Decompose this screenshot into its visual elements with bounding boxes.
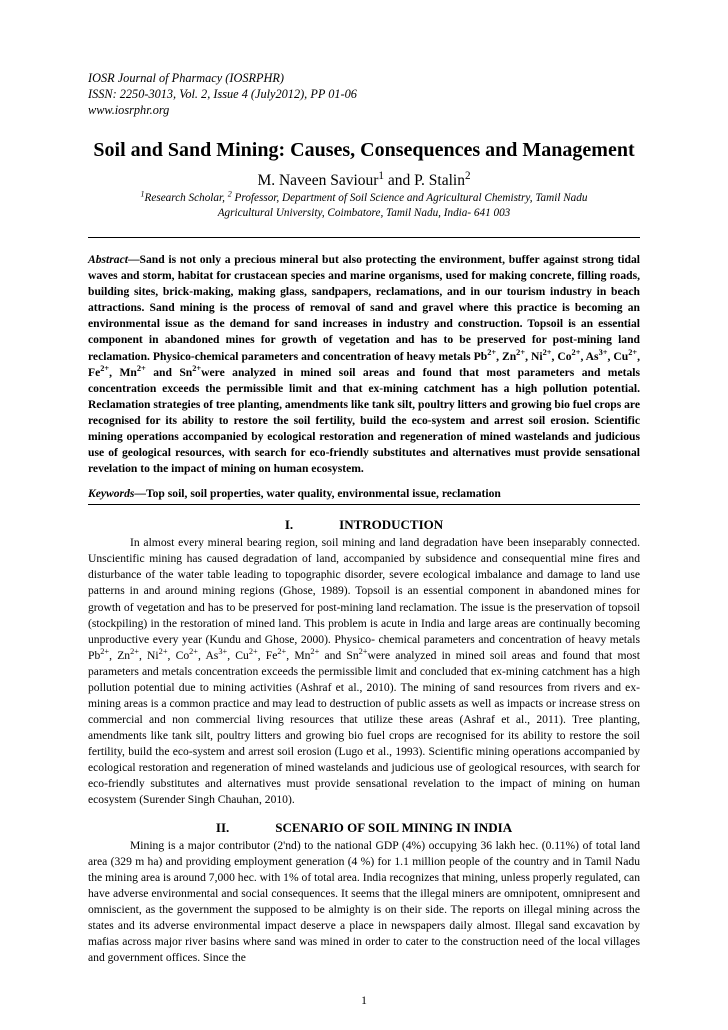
paper-title: Soil and Sand Mining: Causes, Consequences and Management	[93, 139, 635, 161]
intro-text-b: were analyzed in mined soil areas and found that most parameters and metals concentration exceeds the permissible limit and concluded that ex-mining catchment has a high pollution potential due to mining activities (Ashraf et al., 2010). The mining of sand resources from rivers and ex-mining areas is a common practice and may lead to destruction of public assets as well as impacts or increase stress on commercial and non commercial living resources that utilize these areas (Ashraf et al., 2011). Tree planting, amendments like tank silt, poultry litters and growing bio fuel crops are recognised for its ability to restore the soil fertility, build the eco-system and arrest soil erosion (Lugo et al., 1993). Scientific mining operations accompanied by ecological restoration and regeneration of mined wastelands and judicious use of geological resources, with search for eco-friendly substitutes and alternatives must provide sensational revelation to the impact of mining on human ecosystem (Surender Singh Chauhan, 2010).	[88, 648, 640, 807]
author-1: M. Naveen Saviour	[257, 172, 379, 189]
intro-sup3: 3+	[218, 646, 228, 656]
intro-sup: 2+	[130, 646, 139, 656]
affiliation-line-1	[88, 191, 640, 206]
section-heading-introduction	[88, 517, 640, 533]
keywords-dash: —	[134, 487, 146, 501]
abstract-sup: 2+	[100, 363, 110, 373]
affiliation-text-1: Research Scholar,	[144, 192, 228, 204]
introduction-body	[88, 535, 640, 808]
affiliation-sup-1: 1	[140, 189, 145, 199]
journal-name: IOSR Journal of Pharmacy (IOSRPHR)	[88, 71, 285, 85]
author-2-sup: 2	[464, 169, 471, 182]
section-heading-scenario	[88, 820, 640, 836]
author-1-sup: 1	[378, 169, 384, 182]
abstract-s2: , Ni	[525, 349, 543, 363]
abstract-sup: 2+	[136, 363, 146, 373]
intro-sup: 2+	[358, 646, 368, 656]
intro-sup: 2+	[189, 646, 199, 656]
abstract-dash: —	[127, 253, 140, 266]
journal-url: www.iosrphr.org	[88, 103, 170, 117]
page-number: 1	[361, 994, 367, 1007]
author-conjunction: and	[384, 172, 415, 189]
intro-s2: , Ni	[138, 648, 159, 662]
intro-s7: , Mn	[286, 648, 311, 662]
keywords	[88, 486, 640, 502]
affiliation-text-2: Professor, Department of Soil Science and Agricultural Chemistry, Tamil Nadu	[231, 192, 588, 204]
affiliation	[88, 191, 640, 221]
scenario-body	[88, 838, 640, 966]
abstract-sup3: 3+	[598, 347, 608, 357]
abstract	[88, 252, 640, 477]
abstract-label: Abstract	[88, 253, 128, 266]
abstract-sup: 2+	[628, 347, 638, 357]
journal-header	[88, 70, 640, 118]
paragraph	[88, 535, 640, 808]
abstract-s6: , Fe	[88, 349, 641, 379]
intro-text-a: In almost every mineral bearing region, soil mining and land degradation have been inseparably connected. Unscientific mining has caused degradation of land, accompanied by subsidence and consequential mine fires and disturbance of the water table leading to topographic disorder, severe ecological imbalance and damage to land use patterns in and around mining regions (Ghose, 1989). Topsoil is an essential component in abandoned mines for growth of vegetation and has to be preserved for post-mining land reclamation. The issue is the preservation of topsoil (stockpiling) in the restoration of mined land. This problem is acute in India and large areas are continually becoming unproductive every year (Kundu and Ghose, 2000). Physico- chemical parameters and concentration of heavy metals Pb	[88, 536, 640, 662]
abstract-sup: 2+	[542, 347, 552, 357]
intro-sup: 2+	[158, 646, 168, 656]
journal-issn: ISSN: 2250-3013, Vol. 2, Issue 4 (July2012), PP 01-06	[88, 87, 357, 101]
abstract-s3: , Co	[551, 349, 572, 363]
abstract-s5: , Cu	[607, 349, 629, 363]
paragraph: Mining is a major contributor (2'nd) to the national GDP (4%) occupying 36 lakh hec. (0.11%) of total land area (329 m ha) and providing employment generation (4 %) for 1.1 million people of the country and in Tamil Nadu the mining area is around 7,000 hec. with 1% of total area. India recognizes that mining, unless properly regulated, can have adverse environmental and social consequences. It seems that the illegal miners are omnipotent, omnipresent and omniscient, as the government the supposed to be almighty is on their side. The reports on illegal mining across the states and its adverse environmental impact deserve a place in newspapers daily almost. Illegal sand excavation by mafias across major river basins where sand was mined in order to cater to the construction need of the local villages and government offices. Since the	[88, 839, 640, 965]
abstract-s1: , Zn	[496, 349, 517, 363]
intro-s3: , Co	[167, 648, 190, 662]
intro-s4: , As	[198, 648, 219, 662]
header-divider	[88, 237, 640, 238]
keywords-text: Top soil, soil properties, water quality, environmental issue, reclamation	[145, 487, 501, 501]
abstract-sup: 2+	[571, 347, 581, 357]
keywords-divider	[88, 504, 640, 505]
section-title: SCENARIO OF SOIL MINING IN INDIA	[275, 820, 513, 836]
intro-sup: 2+	[248, 646, 258, 656]
affiliation-sup-2: 2	[227, 189, 232, 199]
section-title: INTRODUCTION	[339, 517, 444, 533]
abstract-text-b: were analyzed in mined soil areas and found that most parameters and metals concentration exceeds the permissible limit and that ex-mining catchment has a high pollution potential. Reclamation strategies of tree planting, amendments like tank silt, poultry litters and growing bio fuel crops are recognised for its ability to restore the soil fertility, build the eco-system and arrest soil erosion. Scientific mining operations accompanied by ecological restoration and regeneration of mined wastelands and judicious use of geological resources, with search for eco-friendly substitutes and alternatives must provide sensational revelation to the impact of mining on human ecosystem.	[88, 365, 640, 476]
intro-sup: 2+	[100, 646, 110, 656]
intro-s5: , Cu	[227, 648, 249, 662]
abstract-s4: , As	[580, 349, 599, 363]
abstract-text-a: Sand is not only a precious mineral but also protecting the environment, buffer against strong tidal waves and storm, habitat for crustacean species and marine organisms, used for making concrete, filling roads, building sites, brick-making, making glass, sandpapers, reclamations, and in our tourism industry in beach attractions. Sand mining is the process of removal of sand and gravel where this practice is becoming an environmental issue as the demand for sand increases in industry and construction. Topsoil is an essential component in abandoned mines for growth of vegetation and has to be preserved for post-mining land reclamation. Physico-chemical parameters and concentration of heavy metals Pb	[88, 253, 640, 363]
abstract-s8: and Sn	[145, 365, 193, 379]
intro-s8: and Sn	[319, 648, 359, 662]
intro-sup: 2+	[310, 646, 320, 656]
intro-s1: , Zn	[109, 648, 131, 662]
section-number: II.	[215, 820, 230, 836]
abstract-sup: 2+	[487, 347, 497, 357]
abstract-s7: , Mn	[109, 365, 137, 379]
author-line	[88, 169, 640, 190]
intro-s6: , Fe	[257, 648, 278, 662]
affiliation-line-2: Agricultural University, Coimbatore, Tamil Nadu, India- 641 003	[217, 207, 511, 219]
abstract-sup: 2+	[192, 363, 202, 373]
section-number: I.	[284, 517, 294, 533]
abstract-sup: 2+	[516, 347, 526, 357]
intro-sup: 2+	[277, 646, 287, 656]
keywords-label: Keywords	[88, 487, 135, 501]
author-2: P. Stalin	[414, 172, 465, 189]
